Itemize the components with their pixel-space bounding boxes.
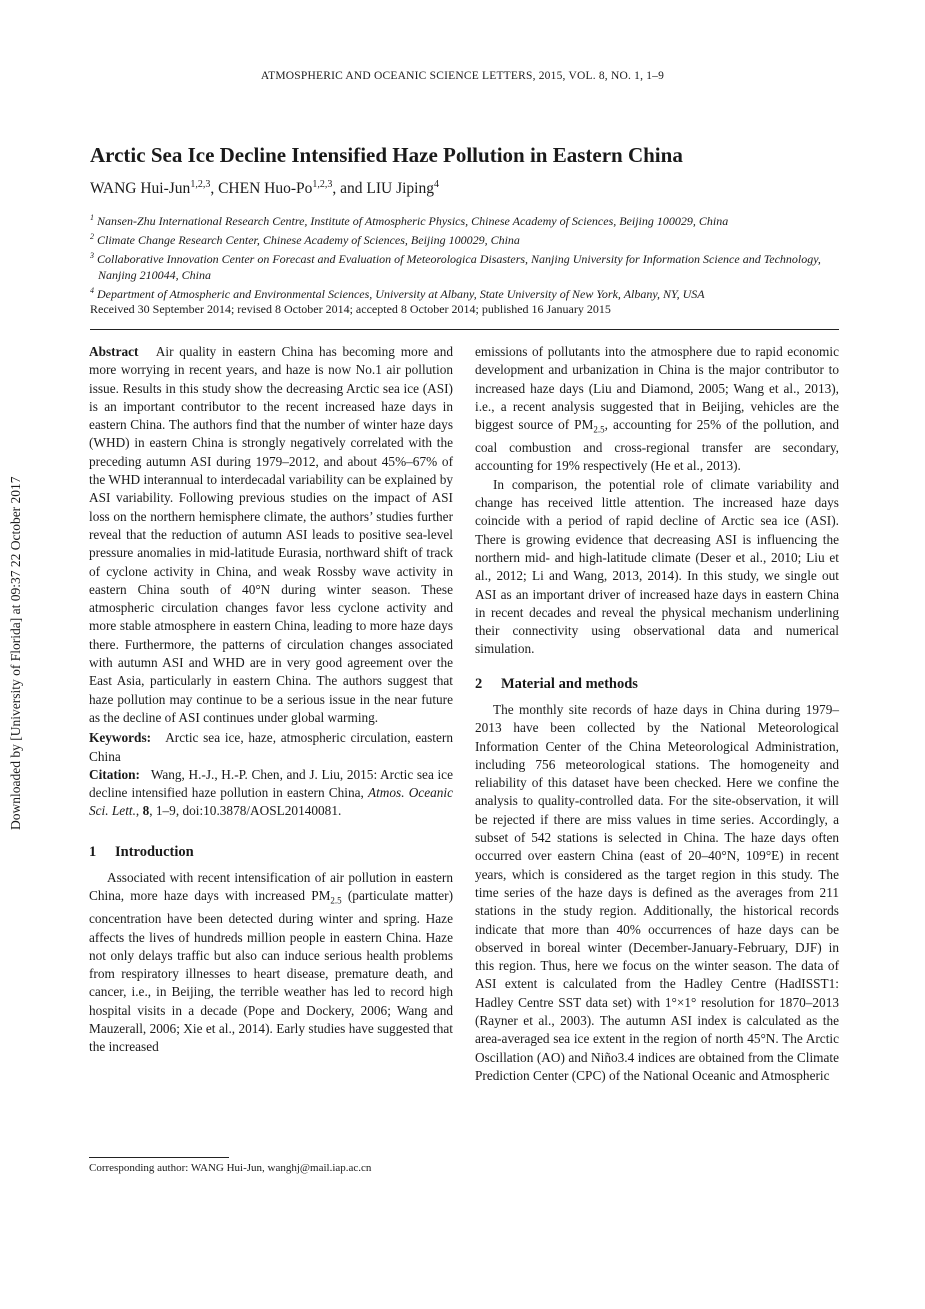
paragraph-text: , accounting for 25% of the pollution, and coal combustion and cross-regional transfer are secondary, accounting for 19% respectively (He et al., 2013). [475, 417, 839, 474]
affiliation-item [90, 283, 840, 302]
intro-paragraph-2 [475, 476, 839, 659]
author-affiliation-marker: 1,2,3 [312, 179, 333, 190]
subscript: 2.5 [330, 895, 342, 906]
paragraph-text: In comparison, the potential role of climate variability and change has received little attention. The increased haze days coincide with a period of rapid decline of Arctic sea ice (ASI). There is growing evidence that decreasing ASI is influencing the northern mid- and high-latitude climate (Deser et al., 2010; Liu et al., 2012; Li and Wang, 2013, 2014). In this study, we single out ASI as an important driver of increased haze days in eastern China in recent decades and reveal the physical mechanism underlining their connectivity using observational data and numerical simulation. [475, 476, 839, 657]
affiliation-text: Collaborative Innovation Center on Forecast and Evaluation of Meteorologica Disasters, Nanjing University for Information Science and Technology, Nanjing 210044, China [97, 252, 821, 282]
section-number: 2 [475, 675, 483, 692]
affiliation-item [90, 210, 840, 229]
journal-header: ATMOSPHERIC AND OCEANIC SCIENCE LETTERS, 2015, VOL. 8, NO. 1, 1–9 [260, 70, 665, 82]
intro-paragraph-1 [89, 869, 453, 1057]
author-list [90, 179, 439, 198]
author-separator: , and [332, 180, 367, 198]
affiliation-list [90, 210, 840, 302]
affiliation-text: Nansen-Zhu International Research Centre, Institute of Atmospheric Physics, Chinese Academy of Sciences, Beijing 100029, China [97, 214, 729, 228]
section-heading [475, 675, 839, 693]
intro-paragraph-1-continued [475, 343, 839, 476]
citation [89, 766, 453, 821]
author-affiliation-marker: 4 [433, 179, 439, 190]
affiliation-text: Climate Change Research Center, Chinese Academy of Sciences, Beijing 100029, China [97, 233, 520, 247]
section-number: 1 [89, 843, 97, 860]
affiliation-number: 1 [90, 213, 94, 222]
header-divider [90, 329, 839, 330]
methods-paragraph-1 [475, 701, 839, 1085]
affiliation-number: 2 [90, 232, 94, 241]
article-title: Arctic Sea Ice Decline Intensified Haze Pollution in Eastern China [90, 143, 683, 167]
citation-text: Wang, H.-J., H.-P. Chen, and J. Liu, 2015: Arctic sea ice decline intensified haze pollution in eastern China, [89, 766, 453, 801]
section-title: Introduction [115, 843, 194, 860]
citation-separator: , [135, 803, 140, 819]
author-name: WANG Hui-Jun [90, 180, 191, 198]
keywords-label: Keywords: [89, 730, 152, 746]
affiliation-number: 4 [90, 286, 94, 295]
download-watermark: Downloaded by [University of Florida] at 09:37 22 October 2017 [8, 476, 23, 830]
received-dates: Received 30 September 2014; revised 8 October 2014; accepted 8 October 2014; published 16 January 2015 [90, 302, 611, 316]
abstract-text: Air quality in eastern China has becoming more and more worrying in recent years, and haze is now No.1 air pollution issue. Results in this study show the decreasing Arctic sea ice (ASI) is an important contributor to the recent increased haze days in eastern China. The authors find that the number of winter haze days (WHD) in eastern China is strongly negatively correlated with the preceding autumn ASI during 1979–2012, and about 45%–67% of the WHD interannual to interdecadal variability can be explained by ASI variability. Following previous studies on the impact of ASI loss on the northern hemisphere climate, the authors’ studies further reveal that the reduction of autumn ASI leads to positive sea-level pressure anomalies in mid-latitude Eurasia, northward shift of track of cyclone activity in China, and weak Rossby wave activity in eastern China south of 40°N during winter season. These atmospheric circulation changes favor less cyclone activity and more stable atmosphere in eastern China, leading to more haze days there. Furthermore, the patterns of circulation changes associated with autumn ASI and WHD are in very good agreement over the East Asia, particularly in eastern China. The authors suggest that haze pollution may continue to be a serious issue in the near future as the decline of ASI continues under global warming. [89, 344, 453, 725]
paragraph-text: The monthly site records of haze days in China during 1979–2013 have been collected by the National Meteorological Information Center of the China Meteorological Administration, including 756 meteorological stations. The homogeneity and reliability of this dataset have been checked. Here we confine the analysis to quality-controlled data. For the site-observation, it will be rejected if there are miss values in time series. Accordingly, a subset of 542 stations is selected in China. The haze days often occurred over eastern China (east of 20–40°N, 109°E) in recent years, which is considered as the target region in this study. The time series of the haze days is defined as the averages from 211 stations in the study region. Additionally, the historical records indicate that more than 40% occurrences of haze days can be observed in boreal winter (December-January-February, DJF) in this region. Thus, here we focus on the winter season. The data of ASI extent is calculated from the Hadley Centre (HadISST1: Hadley Centre SST data set) with 1°×1° resolution for 1870–2013 (Rayner et al., 2003). The autumn ASI index is calculated as the area-averaged sea ice extent in the region of north 45°N. The Arctic Oscillation (AO) and Niño3.4 indices are obtained from the Climate Prediction Center (CPC) of the National Oceanic and Atmospheric [475, 702, 839, 1083]
keywords-text: Arctic sea ice, haze, atmospheric circulation, eastern China [89, 730, 453, 764]
author-separator: , [210, 180, 219, 198]
citation-journal: Atmos. Oceanic Sci. Lett. [89, 785, 453, 819]
corresponding-author-footnote: Corresponding author: WANG Hui-Jun, wanghj@mail.iap.ac.cn [89, 1162, 372, 1174]
paragraph-text: (particulate matter) concentration have been detected during winter and spring. Haze affects the lives of hundreds million people in eastern China. Haze not only delays traffic but also can induce serious health problems from respiratory illnesses to heart disease, premature death, and cancer, i.e., in Beijing, the terrible weather has led to record high hospital visits in a decade (Pope and Dockery, 2006; Wang and Mauzerall, 2006; Xie et al., 2014). Early studies have suggested that the increased [89, 888, 454, 1055]
affiliation-item [90, 248, 840, 283]
paragraph-text: Associated with recent intensification of air pollution in eastern China, more haze days with increased PM [89, 870, 453, 904]
left-column [89, 343, 453, 1057]
citation-volume: 8 [142, 803, 150, 819]
section-title: Material and methods [501, 675, 638, 692]
right-column [475, 343, 839, 1085]
abstract [89, 343, 453, 727]
author-affiliation-marker: 1,2,3 [190, 179, 211, 190]
abstract-label: Abstract [89, 344, 139, 359]
author-name: CHEN Huo-Po [218, 180, 313, 198]
section-heading [89, 843, 453, 861]
footnote-divider [89, 1157, 229, 1158]
citation-label: Citation: [89, 766, 140, 782]
affiliation-number: 3 [90, 251, 94, 260]
affiliation-item [90, 229, 840, 248]
subscript: 2.5 [593, 424, 605, 435]
paragraph-text: emissions of pollutants into the atmosphere due to rapid economic development and urbanization in China is the major contributor to increased haze days (Liu and Diamond, 2005; Wang et al., 2013), i.e., a recent analysis suggested that in Beijing, vehicles are the biggest source of PM [475, 344, 839, 433]
affiliation-text: Department of Atmospheric and Environmental Sciences, University at Albany, State University of New York, Albany, NY, USA [97, 287, 705, 301]
citation-pages-doi: , 1–9, doi:10.3878/AOSL20140081. [149, 803, 342, 819]
keywords [89, 729, 453, 766]
author-name: LIU Jiping [366, 180, 434, 198]
